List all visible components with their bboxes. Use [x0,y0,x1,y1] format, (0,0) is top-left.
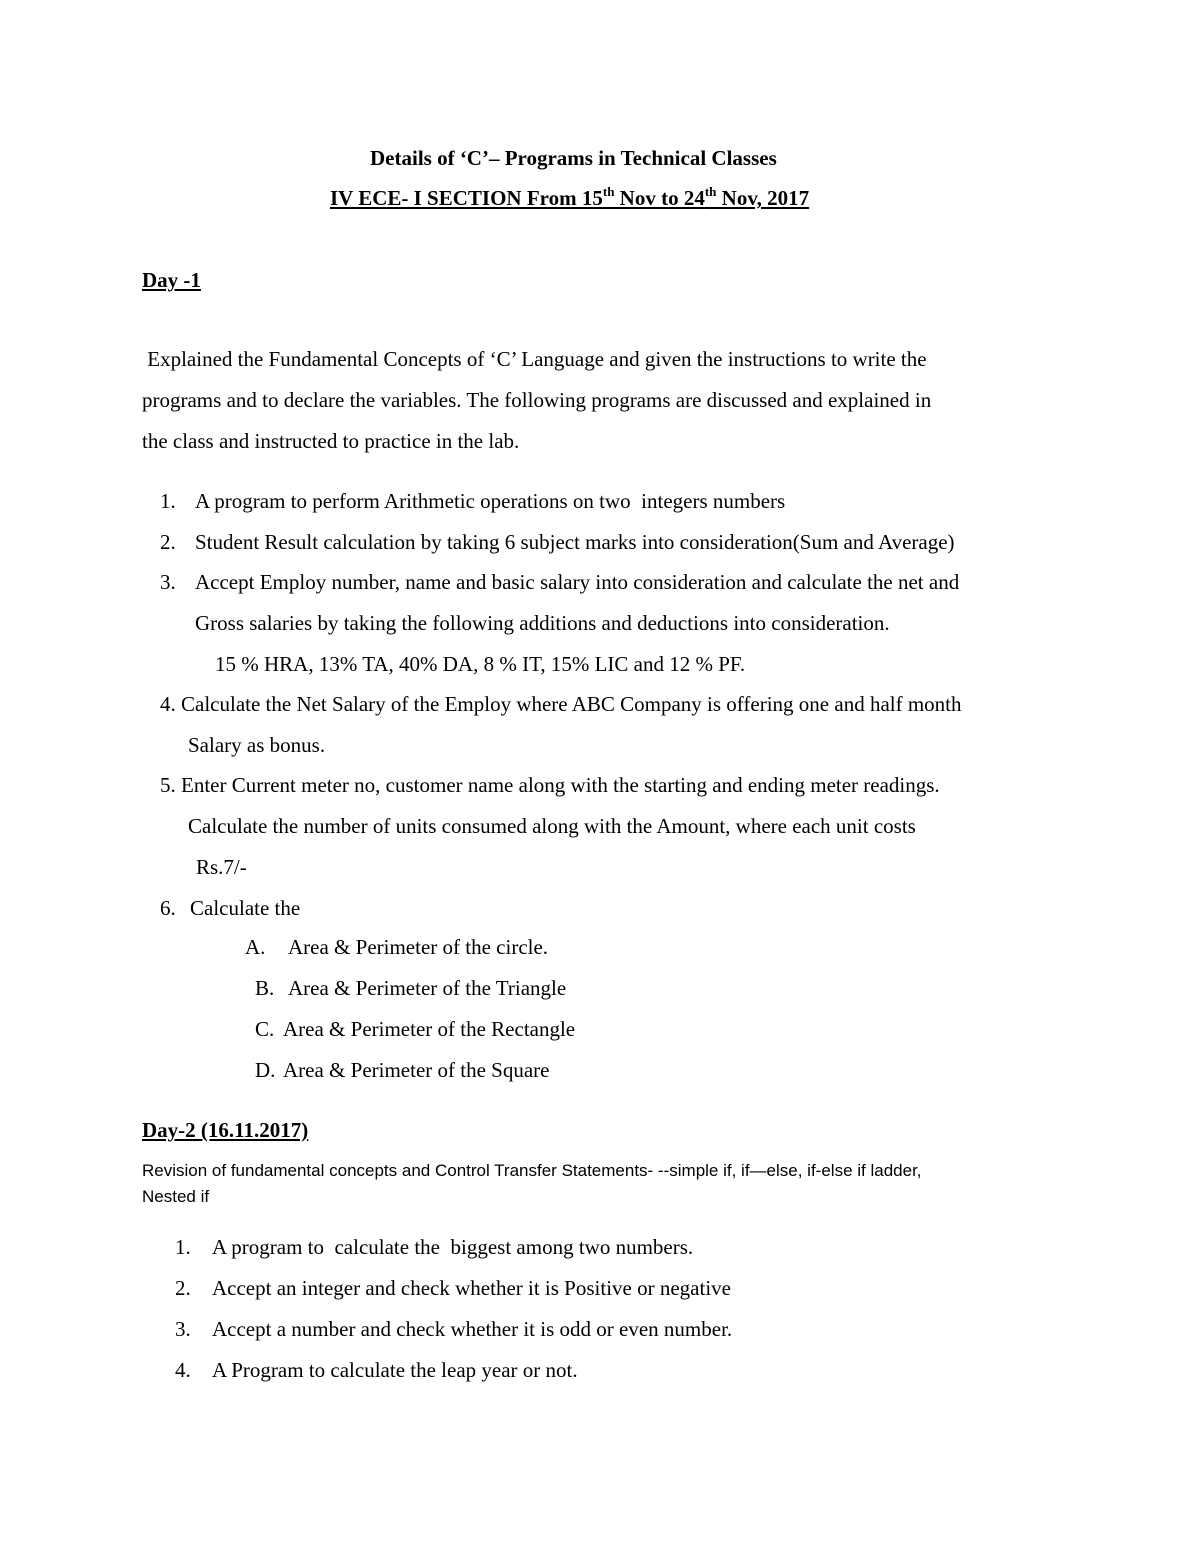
day2-item-4-text: A Program to calculate the leap year or not. [212,1358,578,1382]
day1-item-5-line-3: Rs.7/- [196,855,247,879]
day1-subitem-d-text: Area & Perimeter of the Square [283,1058,550,1082]
day1-item-3-text: Accept Employ number, name and basic salary into consideration and calculate the net and [195,570,960,594]
day1-item-3-rates: 15 % HRA, 13% TA, 40% DA, 8 % IT, 15% LIC and 12 % PF. [215,652,746,676]
day1-intro-line-2: programs and to declare the variables. The following programs are discussed and explained in [142,388,932,412]
day1-item-1-number: 1. [160,489,176,513]
day2-heading: Day-2 (16.11.2017) [142,1118,309,1142]
day2-item-2-number: 2. [175,1276,191,1300]
day1-subitem-b-label: B. [255,976,275,1000]
day1-item-5-line-1: 5. Enter Current meter no, customer name along with the starting and ending meter readings. [160,773,940,797]
day1-subitem-c-label: C. [255,1017,275,1041]
day1-item-4-line-1: 4. Calculate the Net Salary of the Employ where ABC Company is offering one and half month [160,692,962,716]
day2-item-4-number: 4. [175,1358,191,1382]
day1-intro-line-3: the class and instructed to practice in the lab. [142,429,520,453]
day2-intro-line-2: Nested if [142,1187,210,1206]
subtitle-start: IV ECE- I SECTION From 15 [330,186,603,210]
document-title: Details of ‘C’– Programs in Technical Classes [370,146,777,170]
day1-intro-line-1: Explained the Fundamental Concepts of ‘C’ Language and given the instructions to write the [142,347,927,371]
day1-item-6-number: 6. [160,896,176,920]
day1-item-2-text: Student Result calculation by taking 6 subject marks into consideration(Sum and Average) [195,530,955,554]
day1-item-2-number: 2. [160,530,176,554]
day1-item-3-number: 3. [160,570,176,594]
subtitle-sup-2: th [704,184,717,199]
day2-item-1-number: 1. [175,1235,191,1259]
subtitle-sup-1: th [602,184,615,199]
subtitle-end: Nov, 2017 [716,186,810,210]
subtitle-middle: Nov to 24 [614,186,705,210]
day1-item-4-line-2: Salary as bonus. [188,733,326,757]
day1-heading: Day -1 [142,268,201,292]
day1-subitem-a-label: A. [245,935,266,959]
day1-item-6-text: Calculate the [190,896,301,920]
day2-item-3-text: Accept a number and check whether it is odd or even number. [212,1317,733,1341]
day1-item-1-text: A program to perform Arithmetic operations on two integers numbers [195,489,786,513]
day2-item-2-text: Accept an integer and check whether it is Positive or negative [212,1276,731,1300]
day1-subitem-d-label: D. [255,1058,276,1082]
day1-item-3-continuation: Gross salaries by taking the following additions and deductions into consideration. [195,611,890,635]
day2-item-3-number: 3. [175,1317,191,1341]
document-subtitle [330,186,809,211]
day1-subitem-c-text: Area & Perimeter of the Rectangle [283,1017,576,1041]
day2-intro-line-1: Revision of fundamental concepts and Control Transfer Statements- --simple if, if—else, if-else if ladder, [142,1161,922,1180]
day1-item-5-line-2: Calculate the number of units consumed along with the Amount, where each unit costs [188,814,916,838]
day1-subitem-b-text: Area & Perimeter of the Triangle [288,976,567,1000]
day1-subitem-a-text: Area & Perimeter of the circle. [288,935,549,959]
day2-item-1-text: A program to calculate the biggest among two numbers. [212,1235,694,1259]
